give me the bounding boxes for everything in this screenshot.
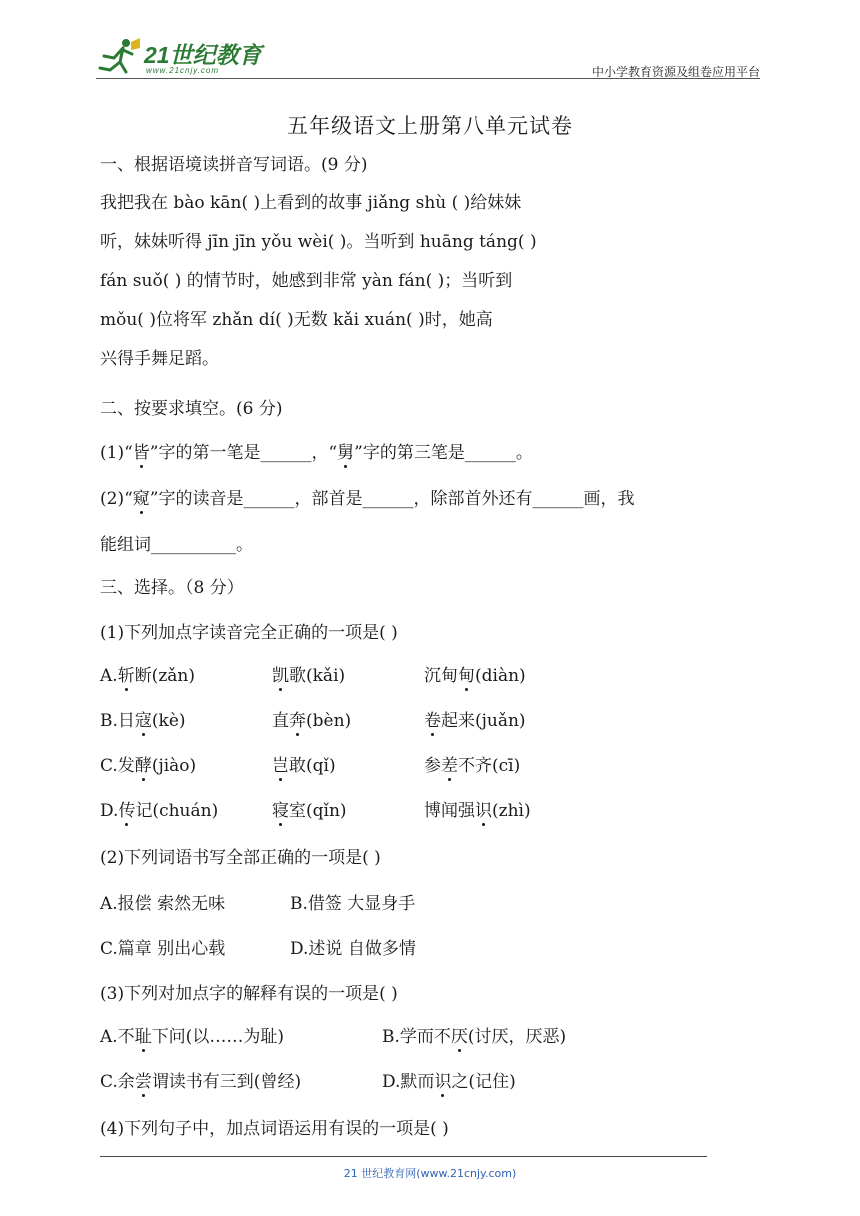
section2-q2: (2)“窥”字的读音是______，部首是______，除部首外还有______画，我 [100,489,635,509]
q3-option-b: B.学而不厌(讨厌，厌恶) [382,1027,567,1047]
q1-option-a-2: 凯歌(kǎi) [272,666,346,686]
q1-option-c-1: C.发酵(jiào) [100,756,197,776]
q1-option-d-3: 博闻强识(zhì) [424,801,531,821]
dotted-char: 舅 [337,443,355,463]
section1-line-1: 我把我在 bào kān( )上看到的故事 jiǎng shù ( )给妹妹 [100,193,522,213]
q2-option-d: D.述说 自做多情 [290,939,416,959]
q3-option-a: A.不耻下问(以……为耻) [100,1027,284,1047]
section1-heading: 一、根据语境读拼音写词语。(9 分) [100,155,368,175]
running-man-icon [100,38,140,72]
q2-option-a: A.报偿 索然无味 [100,894,226,914]
q1-option-c-2: 岂敢(qǐ) [272,756,336,776]
q1-option-b-1: B.日寇(kè) [100,711,186,731]
section2-q2-cont: 能组词__________。 [100,535,253,555]
footer-link[interactable]: 21 世纪教育网(www.21cnjy.com) [343,1167,517,1180]
section1-line-2: 听，妹妹听得 jīn jīn yǒu wèi( )。当听到 huāng táng( ) [100,232,537,252]
footer-divider [100,1156,707,1157]
section3-heading: 三、选择。（8 分） [100,578,244,598]
page-header [96,36,760,80]
q1-option-a-1: A.斩断(zǎn) [100,666,195,686]
section1-line-3: fán suǒ( ) 的情节时，她感到非常 yàn fán( )；当听到 [100,271,513,291]
section1-line-5: 兴得手舞足蹈。 [100,349,219,369]
q1-option-d-2: 寝室(qǐn) [272,801,347,821]
logo-text: 21世纪教育 [144,42,262,68]
dotted-char: 皆 [132,443,150,463]
section2-heading: 二、按要求填空。(6 分) [100,399,283,419]
q1-option-c-3: 参差不齐(cī) [424,756,521,776]
q1-option-a-3: 沉甸甸(diàn) [424,666,526,686]
q1-option-d-1: D.传记(chuán) [100,801,219,821]
page-title: 五年级语文上册第八单元试卷 [287,114,573,138]
q3-option-d: D.默而识之(记住) [382,1072,516,1092]
q4-stem: (4)下列句子中，加点词语运用有误的一项是( ) [100,1119,449,1139]
q1-option-b-3: 卷起来(juǎn) [424,711,526,731]
platform-name: 中小学教育资源及组卷应用平台 [591,65,760,79]
q3-stem: (3)下列对加点字的解释有误的一项是( ) [100,984,398,1004]
q1-stem: (1)下列加点字读音完全正确的一项是( ) [100,623,398,643]
section2-q1: (1)“皆”字的第一笔是______，“舅”字的第三笔是______。 [100,443,533,463]
logo-url: www.21cnjy.com [146,66,219,75]
q2-stem: (2)下列词语书写全部正确的一项是( ) [100,848,381,868]
header-divider [96,78,760,79]
dotted-char: 窥 [132,489,150,509]
q2-option-b: B.借签 大显身手 [290,894,416,914]
q2-option-c: C.篇章 别出心载 [100,939,226,959]
q3-option-c: C.余尝谓读书有三到(曾经) [100,1072,302,1092]
q1-option-b-2: 直奔(bèn) [272,711,352,731]
section1-line-4: mǒu( )位将军 zhǎn dí( )无数 kǎi xuán( )时，她高 [100,310,493,330]
